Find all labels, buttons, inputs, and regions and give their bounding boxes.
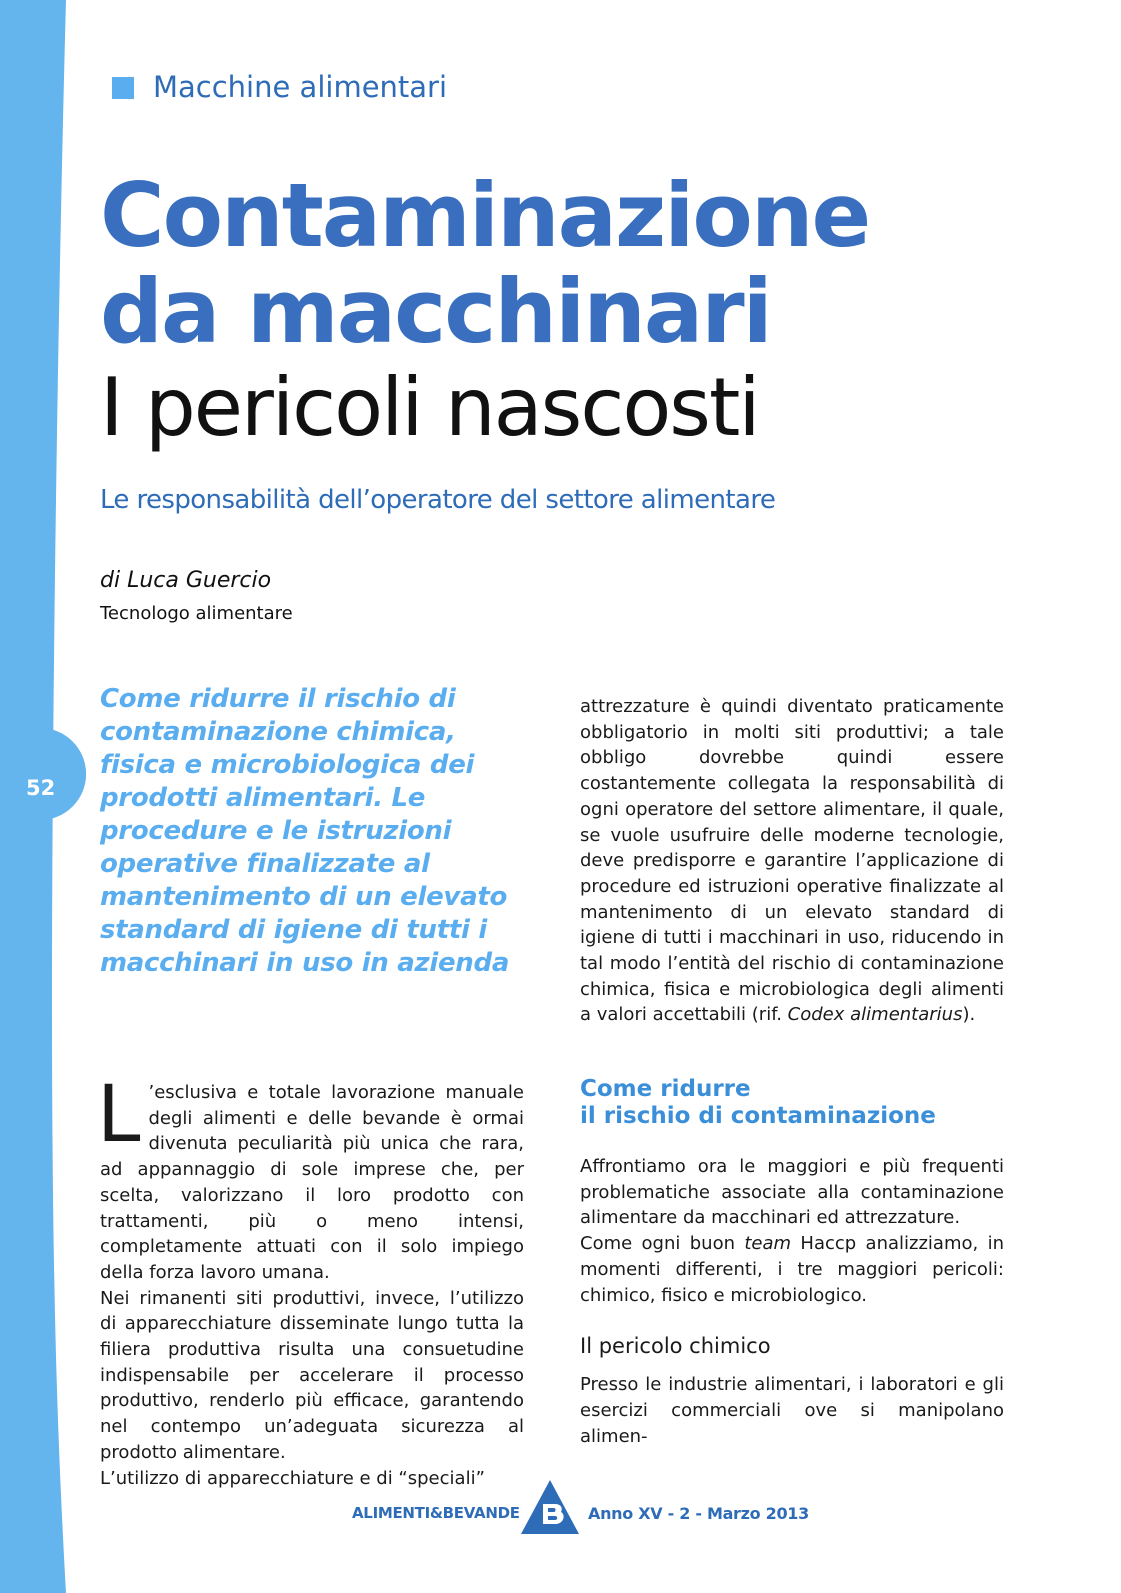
body-column-right-top bbox=[580, 694, 1004, 1028]
section-label: Macchine alimentari bbox=[153, 70, 448, 104]
body-column-right-bottom bbox=[580, 1154, 1004, 1449]
subheading-line: il rischio di contaminazione bbox=[580, 1103, 936, 1129]
lead-paragraph: Come ridurre il rischio di contaminazione chimica, fisica e microbiologica dei prodotti alimentari. Le procedure e le istruzioni operative finalizzate al mantenimento di un elevato standard di igiene di tutti i macchinari in uso in azienda bbox=[100, 684, 510, 978]
footer-brand: ALIMENTI&BEVANDE bbox=[352, 1504, 520, 1522]
body-column-left bbox=[97, 1070, 524, 1491]
article-title bbox=[100, 164, 1040, 363]
drop-cap: L bbox=[97, 1070, 141, 1160]
author-name: di Luca Guercio bbox=[100, 568, 272, 593]
body-italic-text: team bbox=[744, 1233, 792, 1255]
body-paragraph bbox=[97, 1070, 524, 1286]
subheading-pericolo-chimico: Il pericolo chimico bbox=[580, 1334, 771, 1358]
body-paragraph: Nei rimanenti siti produttivi, invece, l’utilizzo di apparecchiature disseminate lungo tutta la filiera produttiva risulta una consuetudine indispensabile per accelerare il processo produttivo, renderlo più efficace, garantendo nel contempo un’adeguata sicurezza al prodotto alimentare. bbox=[100, 1287, 524, 1463]
title-line-2: da macchinari bbox=[100, 260, 771, 363]
body-paragraph: Presso le industrie alimentari, i laboratori e gli esercizi commerciali ove si manipolano alimen- bbox=[580, 1374, 1004, 1447]
body-text: attrezzature è quindi diventato praticamente obbligatorio in molti siti produttivi; a tale obbligo dovrebbe quindi essere costantemente collegata la responsabilità di ogni operatore del settore alimentare, il quale, se vuole usufruire delle moderne tecnologie, deve predisporre e garantire l’applicazione di procedure ed istruzioni operative finalizzate al mantenimento di un elevato standard di igiene di tutti i macchinari in uso, riducendo in tal modo l’entità del rischio di contaminazione chimica, fisica e microbiologica degli alimenti a valori accettabili (rif. bbox=[580, 696, 1004, 1026]
page-number: 52 bbox=[26, 776, 56, 800]
article-deck: Le responsabilità dell’operatore del settore alimentare bbox=[100, 485, 776, 515]
body-text: Come ogni buon bbox=[580, 1233, 745, 1255]
title-line-1: Contaminazione bbox=[100, 164, 870, 267]
body-paragraph: Affrontiamo ora le maggiori e più frequenti problematiche associate alla contaminazione alimentare da macchinari ed attrezzature. bbox=[580, 1156, 1004, 1229]
subheading-come-ridurre bbox=[580, 1076, 936, 1130]
body-paragraph bbox=[580, 1231, 1004, 1308]
section-marker bbox=[112, 77, 134, 99]
magazine-logo-icon bbox=[519, 1478, 581, 1536]
subheading-line: Come ridurre bbox=[580, 1076, 751, 1102]
body-text: Haccp analizziamo, in momenti differenti, i tre maggiori pericoli: chimico, fisico e microbiologico. bbox=[580, 1233, 1004, 1306]
body-paragraph: L’utilizzo di apparecchiature e di “speciali” bbox=[100, 1467, 485, 1489]
body-text: ). bbox=[962, 1004, 976, 1026]
body-text: ’esclusiva e totale lavorazione manuale degli alimenti e delle bevande è ormai divenuta peculiarità più unica che rara, ad appannaggio di sole imprese che, per scelta, valorizzano il loro prodotto con trattamenti, più o meno intensi, completamente attuati con il solo impiego della forza lavoro umana. bbox=[100, 1082, 524, 1283]
article-subtitle: I pericoli nascosti bbox=[100, 361, 759, 454]
footer-issue: Anno XV - 2 - Marzo 2013 bbox=[588, 1504, 809, 1523]
body-italic-text: Codex alimentarius bbox=[787, 1004, 963, 1026]
body-paragraph bbox=[580, 694, 1004, 1028]
author-role: Tecnologo alimentare bbox=[100, 603, 293, 624]
